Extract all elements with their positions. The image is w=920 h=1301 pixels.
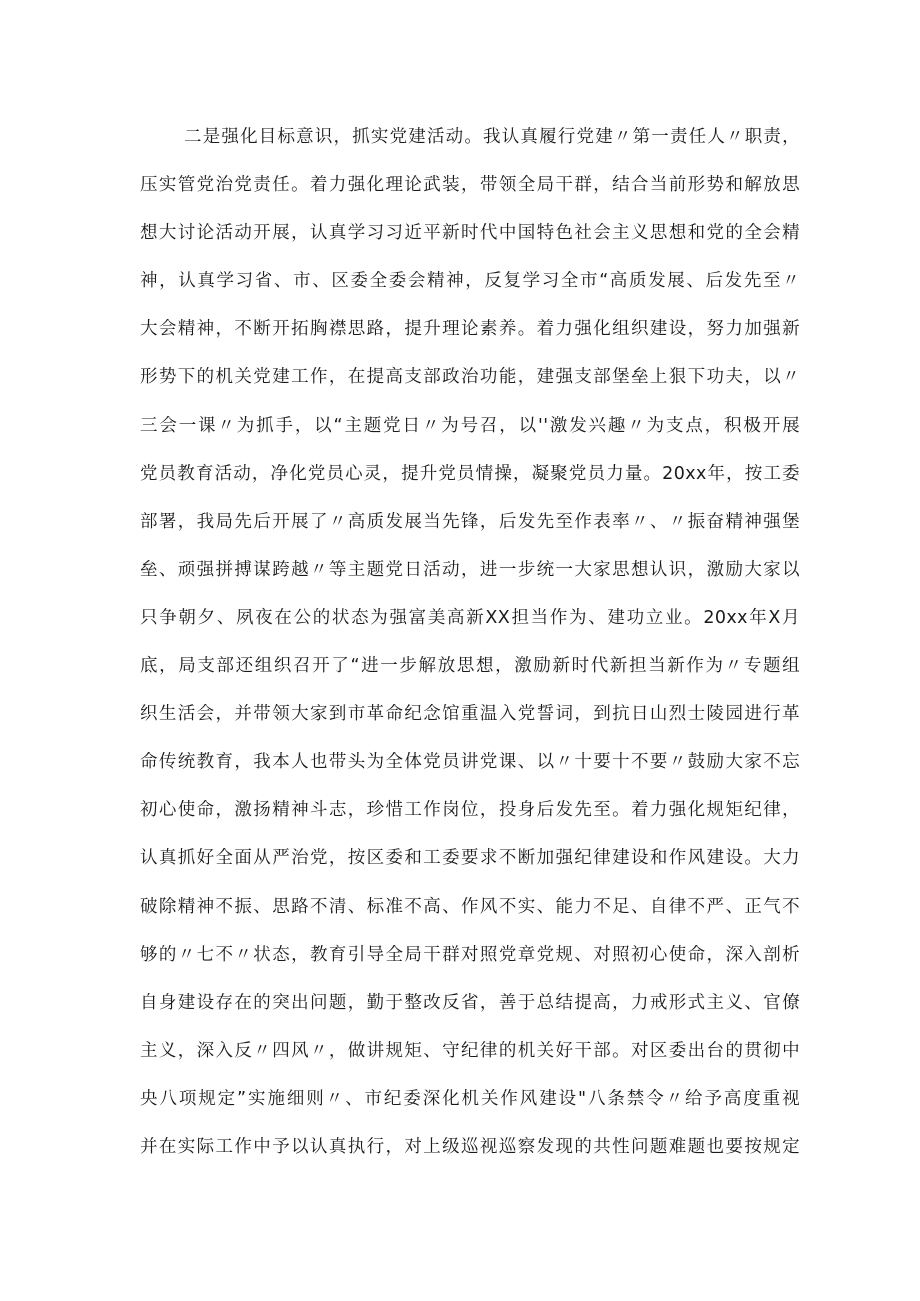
paragraph-line: 形势下的机关党建工作，在提高支部政治功能，建强支部堡垒上狠下功夫，以〃 (140, 367, 800, 388)
paragraph-line: 大会精神，不断开拓胸襟思路，提升理论素养。着力强化组织建设，努力加强新 (140, 319, 800, 340)
paragraph-line: 部署，我局先后开展了〃高质发展当先锋，后发先至作表率〃、〃振奋精神强堡 (140, 511, 800, 532)
document-body (140, 122, 800, 1180)
paragraph-line: 想大讨论活动开展，认真学习习近平新时代中国特色社会主义思想和党的全会精 (140, 223, 800, 244)
paragraph-line: 垒、顽强拼搏谋跨越〃等主题党日活动，进一步统一大家思想认识，激励大家以 (140, 559, 800, 580)
paragraph-line: 初心使命，激扬精神斗志，珍惜工作岗位，投身后发先至。着力强化规矩纪律， (140, 800, 800, 821)
paragraph-line: 破除精神不振、思路不清、标准不高、作风不实、能力不足、自律不严、正气不 (140, 896, 800, 917)
paragraph-line: 神，认真学习省、市、区委全委会精神，反复学习全市“高质发展、后发先至〃 (140, 271, 800, 292)
paragraph-line: 央八项规定”实施细则〃、市纪委深化机关作风建设"八条禁令〃给予高度重视 (140, 1088, 800, 1109)
paragraph-line: 只争朝夕、夙夜在公的状态为强富美高新XX担当作为、建功立业。20xx年X月 (140, 607, 800, 628)
paragraph-line: 底，局支部还组织召开了“进一步解放思想，激励新时代新担当新作为〃专题组 (140, 656, 800, 677)
paragraph-line: 压实管党治党责任。着力强化理论武装，带领全局干群，结合当前形势和解放思 (140, 175, 800, 196)
paragraph-line: 党员教育活动，净化党员心灵，提升党员情操，凝聚党员力量。20xx年，按工委 (140, 463, 800, 484)
paragraph-line: 三会一课〃为抓手，以“主题党日〃为号召，以''激发兴趣〃为支点，积极开展 (140, 415, 800, 436)
paragraph-line: 主义，深入反〃四风〃，做讲规矩、守纪律的机关好干部。对区委出台的贯彻中 (140, 1040, 800, 1061)
paragraph-line: 织生活会，并带领大家到市革命纪念馆重温入党誓词，到抗日山烈士陵园进行革 (140, 704, 800, 725)
paragraph-line: 并在实际工作中予以认真执行，对上级巡视巡察发现的共性问题难题也要按规定 (140, 1136, 800, 1157)
paragraph-line: 认真抓好全面从严治党，按区委和工委要求不断加强纪律建设和作风建设。大力 (140, 848, 800, 869)
paragraph-line: 二是强化目标意识，抓实党建活动。我认真履行党建〃第一责任人〃职责， (184, 127, 800, 147)
paragraph-line: 命传统教育，我本人也带头为全体党员讲党课、以〃十要十不要〃鼓励大家不忘 (140, 752, 800, 773)
paragraph-line: 自身建设存在的突出问题，勤于整改反省，善于总结提高，力戒形式主义、官僚 (140, 992, 800, 1013)
paragraph-line: 够的〃七不〃状态，教育引导全局干群对照党章党规、对照初心使命，深入剖析 (140, 944, 800, 965)
